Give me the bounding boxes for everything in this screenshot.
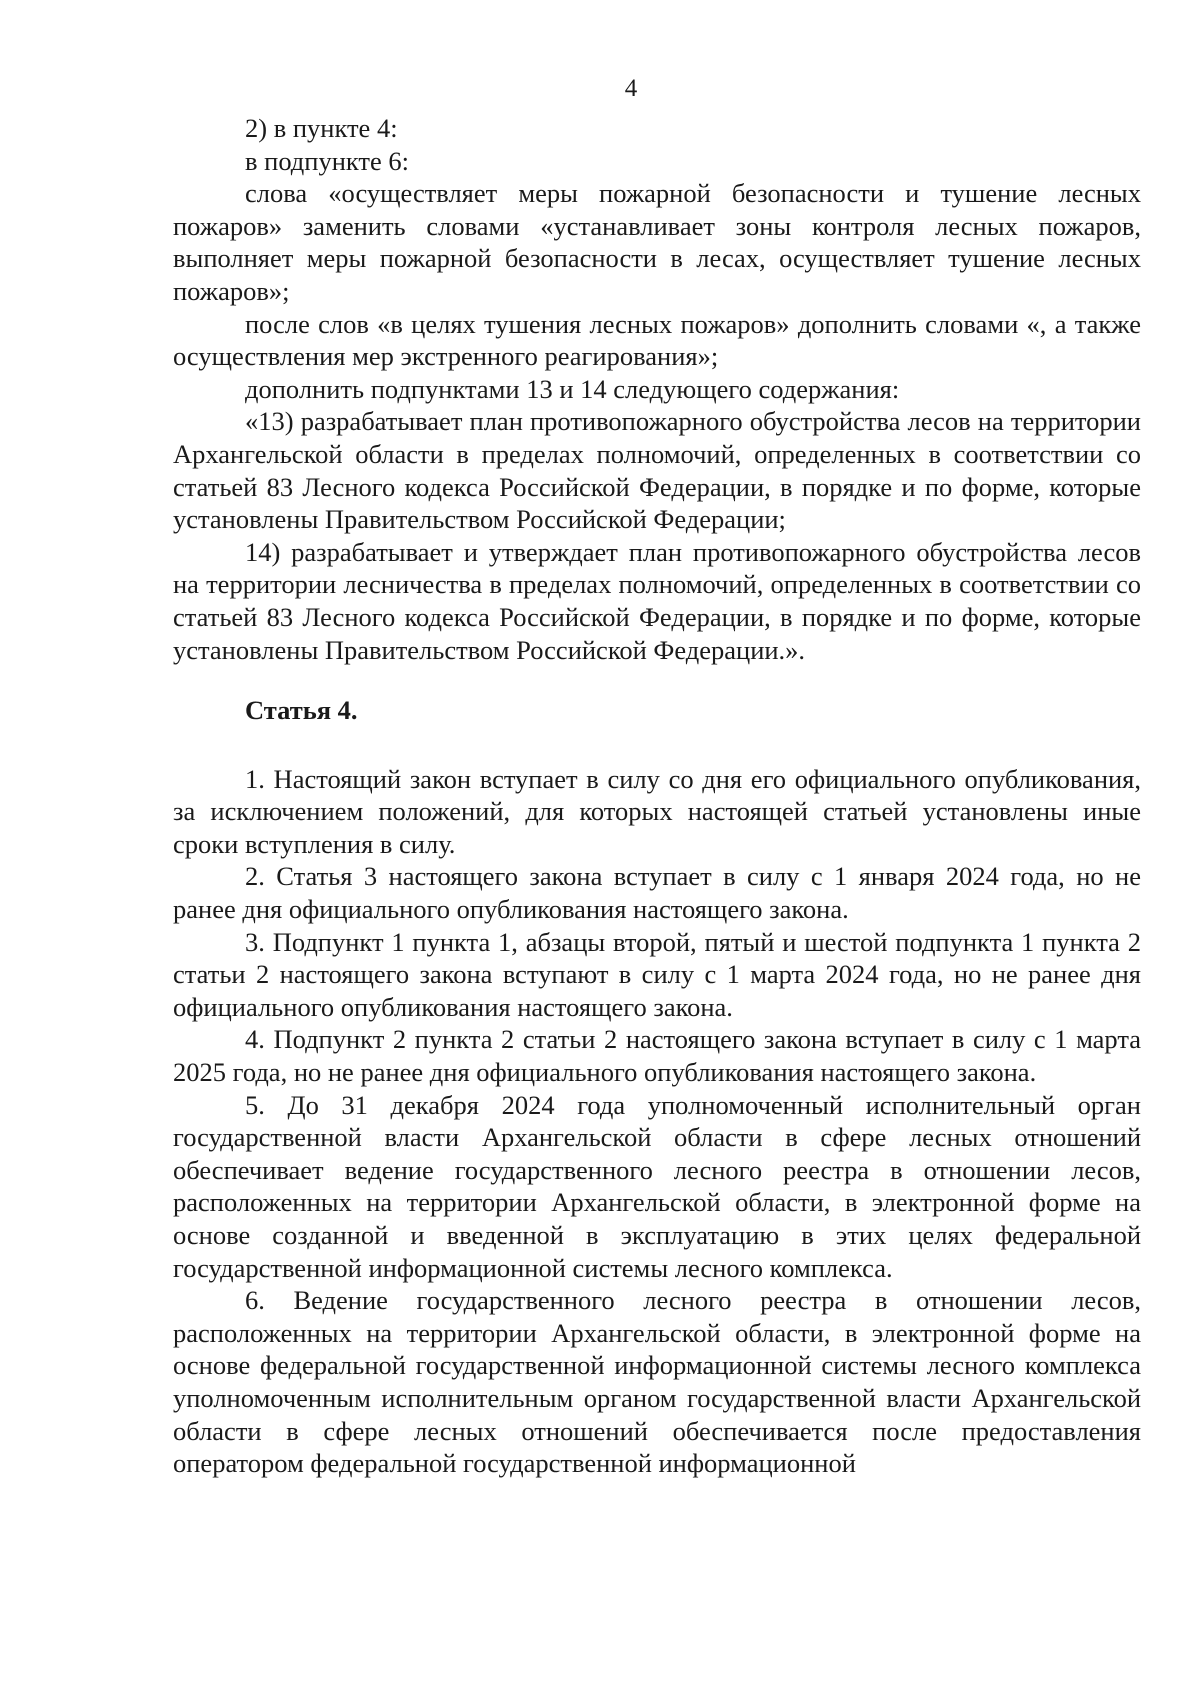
paragraph-item-2: 2) в пункте 4:: [245, 113, 398, 143]
page-number: 4: [624, 75, 638, 102]
paragraph-subitem-6: в подпункте 6:: [245, 145, 410, 176]
article-clause-5: 5. До 31 декабря 2024 года уполномоченный исполнительный орган государственной власти Архангельской области в сфере лесных отношений обеспечивает ведение государственного лесного реестра в отношении лесов, расположенных на территории Архангельской области, в электронной форме на основе созданной и введенной в эксплуатацию в этих целях федеральной государственной информационной системы лесного комплекса.: [173, 1089, 1141, 1283]
paragraph-add-subitems: дополнить подпунктами 13 и 14 следующего содержания:: [245, 373, 900, 404]
article-clause-4: 4. Подпункт 2 пункта 2 статьи 2 настоящего закона вступает в силу с 1 марта 2025 года, но не ранее дня официального опубликования настоящего закона.: [173, 1024, 1141, 1088]
article-heading: Статья 4.: [245, 695, 358, 726]
paragraph-subitem-14: 14) разрабатывает и утверждает план противопожарного обустройства лесов на территории лесничества в пределах полномочий, определенных в соответствии со статьей 83 Лесного кодекса Российской Федерации, в порядке и по форме, которые установлены Правительством Российской Федерации.».: [173, 536, 1141, 665]
document-body: [173, 112, 1141, 1480]
paragraph-replace-words: слова «осуществляет меры пожарной безопасности и тушение лесных пожаров» заменить словами «устанавливает зоны контроля лесных пожаров, выполняет меры пожарной безопасности в лесах, осуществляет тушение лесных пожаров»;: [173, 178, 1141, 306]
article-clause-3: 3. Подпункт 1 пункта 1, абзацы второй, пятый и шестой подпункта 1 пункта 2 статьи 2 настоящего закона вступают в силу с 1 марта 2024 года, но не ранее дня официального опубликования настоящего закона.: [173, 926, 1141, 1022]
paragraph-add-words: после слов «в целях тушения лесных пожаров» дополнить словами «, а также осуществления мер экстренного реагирования»;: [173, 308, 1141, 372]
article-clause-2: 2. Статья 3 настоящего закона вступает в силу с 1 января 2024 года, но не ранее дня официального опубликования настоящего закона.: [173, 861, 1141, 925]
article-clause-1: 1. Настоящий закон вступает в силу со дня его официального опубликования, за исключением положений, для которых настоящей статьей установлены иные сроки вступления в силу.: [173, 763, 1141, 859]
paragraph-subitem-13: «13) разрабатывает план противопожарного обустройства лесов на территории Архангельской области в пределах полномочий, определенных в соответствии со статьей 83 Лесного кодекса Российской Федерации, в порядке и по форме, которые установлены Правительством Российской Федерации;: [173, 406, 1141, 535]
article-clause-6: 6. Ведение государственного лесного реестра в отношении лесов, расположенных на территории Архангельской области, в электронной форме на основе федеральной государственной информационной системы лесного комплекса уполномоченным исполнительным органом государственной власти Архангельской области в сфере лесных отношений обеспечивается после предоставления оператором федеральной государственной информационной: [173, 1285, 1141, 1479]
